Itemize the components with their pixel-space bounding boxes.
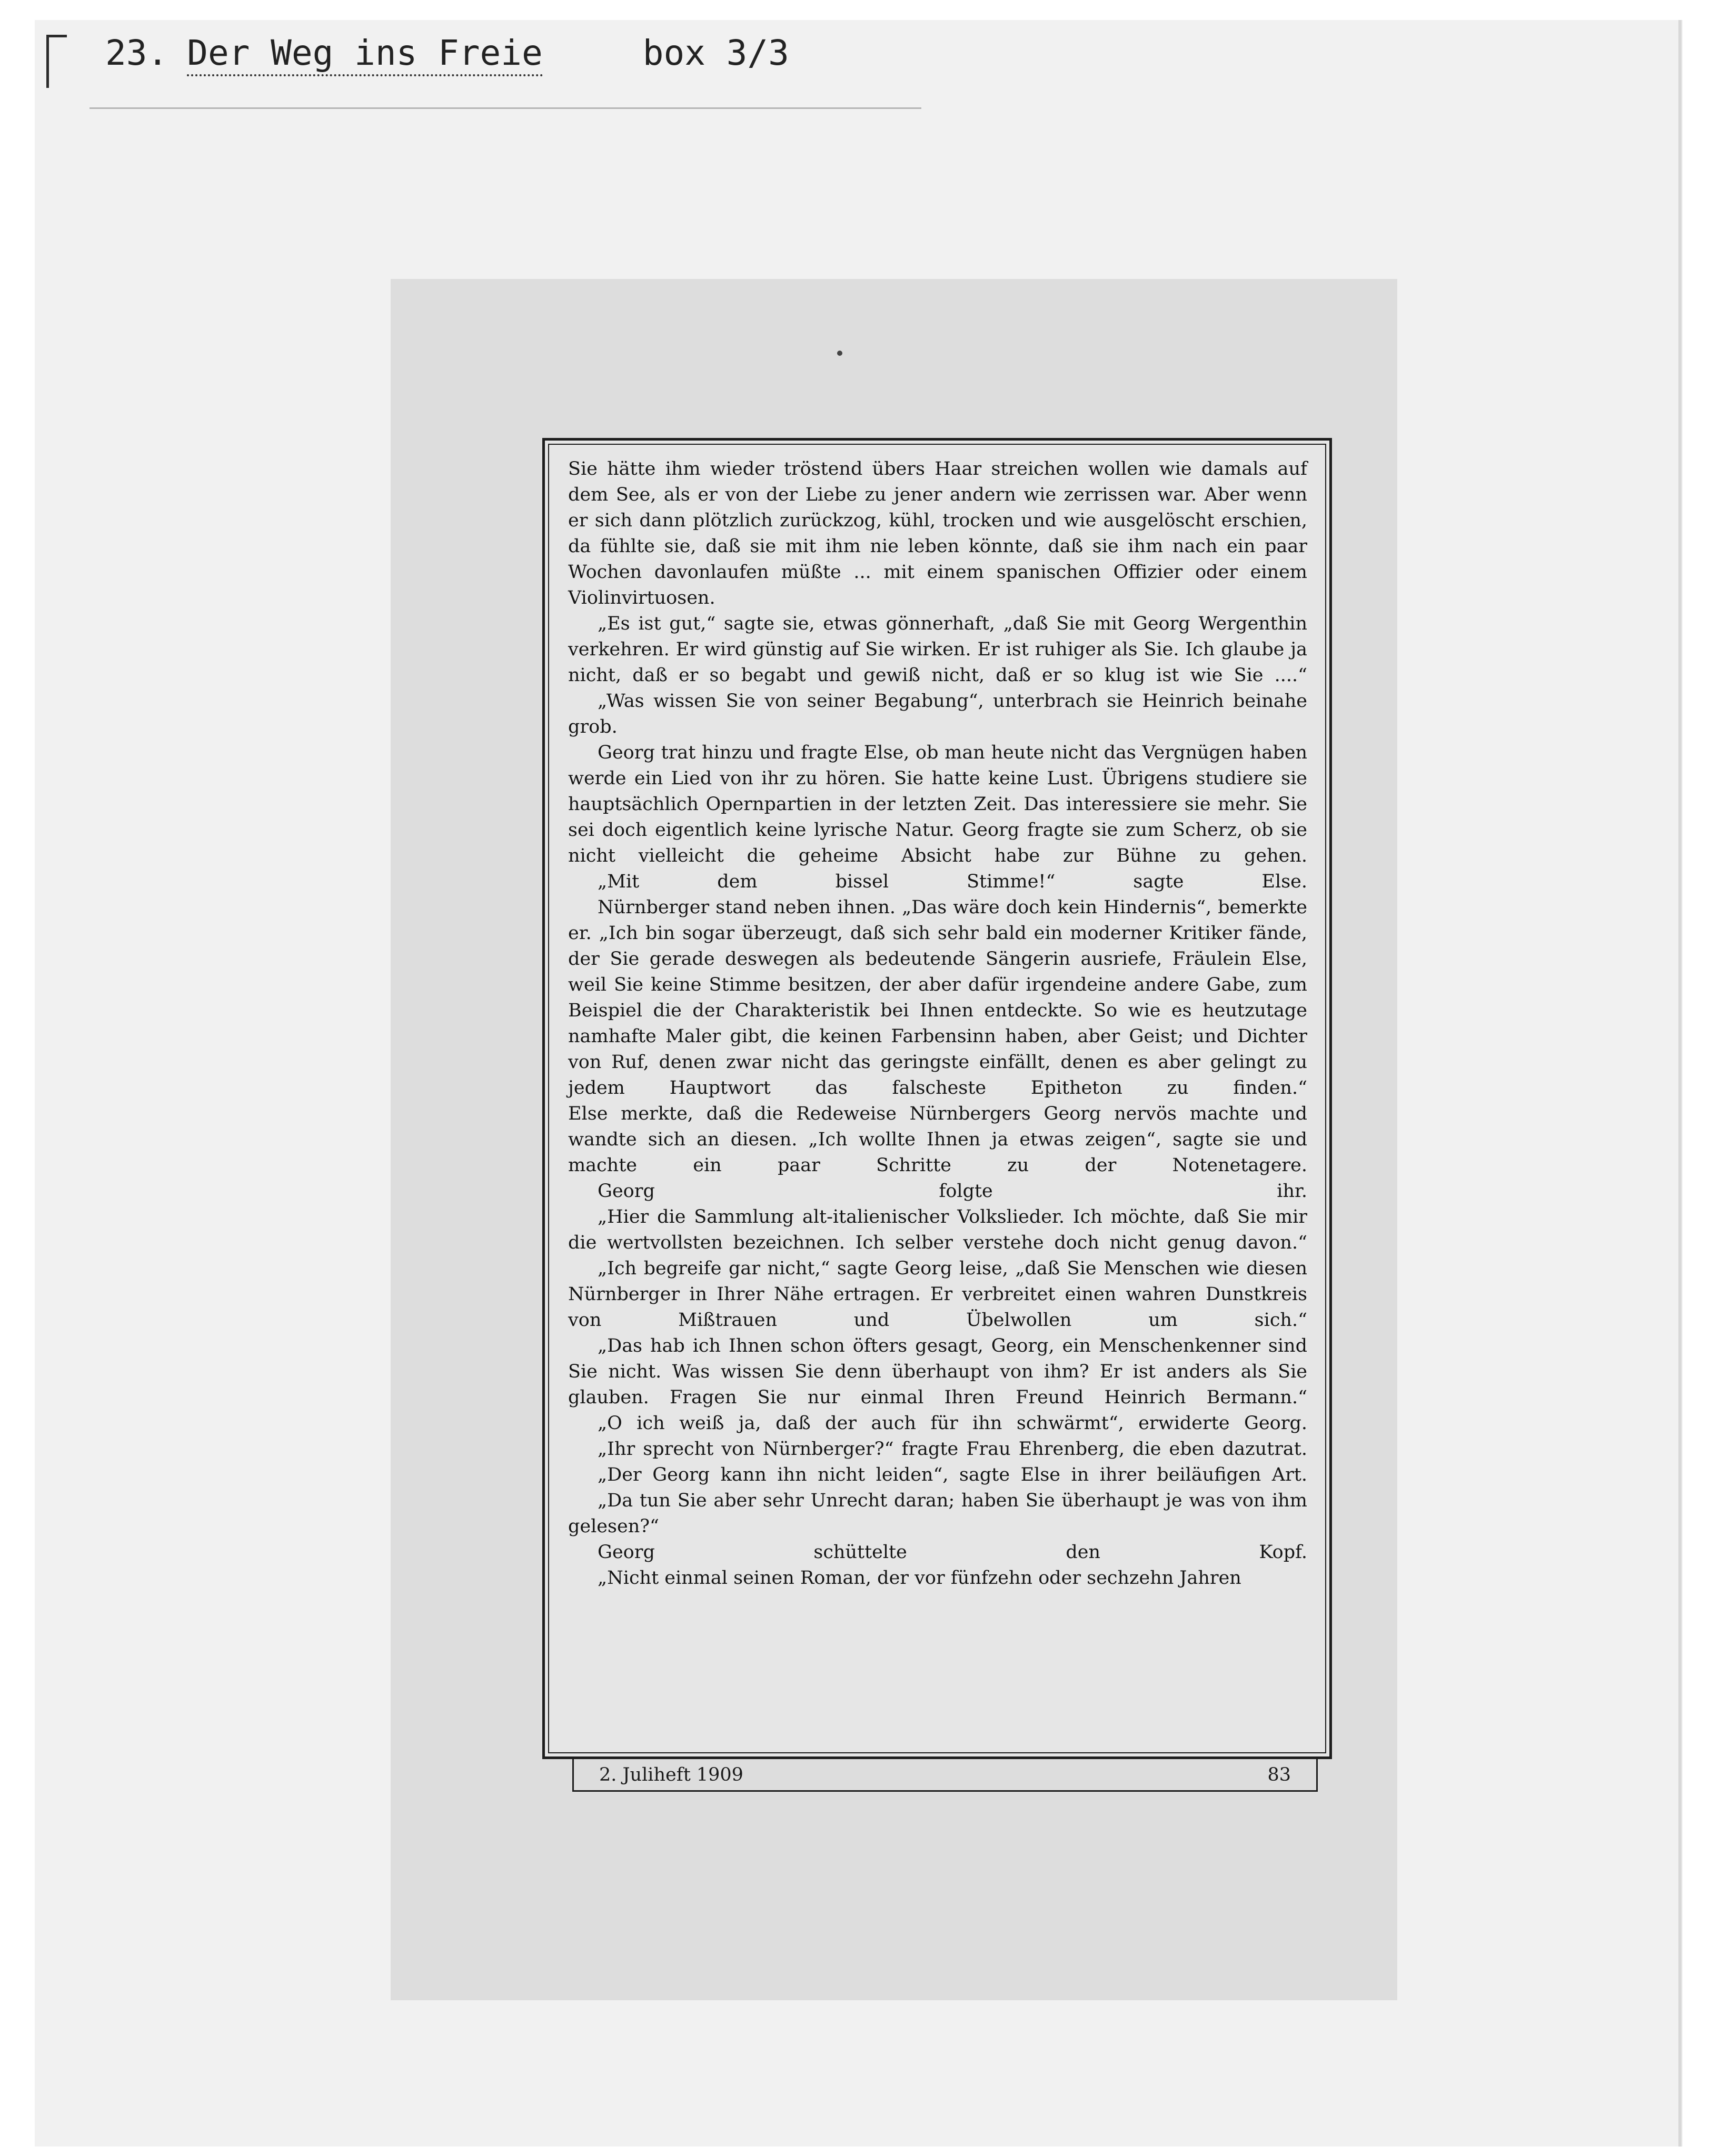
article-frame	[542, 438, 1332, 1759]
paragraph: „Das hab ich Ihnen schon öfters gesagt, Georg, ein Menschenkenner sind Sie nicht. Was wissen Sie denn überhaupt von ihm? Er ist anders als Sie glauben. Fragen Sie nur einmal Ihren Freund Heinrich Bermann.“	[568, 1335, 1307, 1408]
paragraph: „Nicht einmal seinen Roman, der vor fünfzehn oder sechzehn Jahren	[598, 1568, 1241, 1589]
corner-mark	[46, 35, 67, 88]
paragraph: „Hier die Sammlung alt-italienischer Volkslieder. Ich möchte, daß Sie mir die wertvollsten bezeichnen. Ich selber verstehe doch nicht genug davon.“	[568, 1206, 1307, 1253]
article-body	[548, 444, 1326, 1753]
page-number: 83	[1267, 1764, 1291, 1785]
paragraph: „Der Georg kann ihn nicht leiden“, sagte Else in ihrer beiläufigen Art.	[598, 1464, 1307, 1485]
paragraph: Georg trat hinzu und fragte Else, ob man heute nicht das Vergnügen haben werde ein Lied von ihr zu hören. Sie hatte keine Lust. Übrigens studiere sie hauptsächlich Opernpartien in der letzten Zeit. Das interessiere sie mehr. Sie sei doch eigentlich keine lyrische Natur. Georg fragte sie zum Scherz, ob sie nicht vielleicht die geheime Absicht habe zur Bühne zu gehen.	[568, 742, 1307, 866]
paragraph: Georg folgte ihr.	[598, 1181, 1307, 1202]
paragraph: „Mit dem bissel Stimme!“ sagte Else.	[598, 871, 1307, 892]
archive-header	[105, 33, 789, 73]
paragraph: „O ich weiß ja, daß der auch für ihn schwärmt“, erwiderte Georg.	[598, 1413, 1307, 1434]
page-footer	[572, 1759, 1318, 1792]
paragraph: Nürnberger stand neben ihnen. „Das wäre doch kein Hindernis“, bemerkte er. „Ich bin sogar überzeugt, daß sich sehr bald ein moderner Kritiker fände, der Sie gerade deswegen als bedeutende Sängerin ausriefe, Fräulein Else, weil Sie keine Stimme besitzen, der aber dafür irgendeine andere Gabe, zum Beispiel die der Charakteristik bei Ihnen entdeckte. So wie es heutzutage namhafte Maler gibt, die keinen Farbensinn haben, aber Geist; und Dichter von Ruf, denen zwar nicht das geringste einfällt, denen es aber gelingt zu jedem Hauptwort das falscheste Epitheton zu finden.“	[568, 897, 1307, 1099]
paragraph: „Da tun Sie aber sehr Unrecht daran; haben Sie überhaupt je was von ihm gelesen?“	[568, 1490, 1307, 1537]
item-number: 23.	[105, 33, 168, 73]
paragraph: Georg schüttelte den Kopf.	[598, 1542, 1307, 1563]
paragraph: Sie hätte ihm wieder tröstend übers Haar streichen wollen wie damals auf dem See, als er von der Liebe zu jener andern wie zerrissen war. Aber wenn er sich dann plötzlich zurückzog, kühl, trocken und wie ausgelöscht erschien, da fühlte sie, daß sie mit ihm nie leben könnte, daß sie ihm nach ein paar Wochen davonlaufen müßte ... mit einem spanischen Offizier oder einem Violinvirtuosen.	[568, 458, 1307, 608]
paragraph: „Was wissen Sie von seiner Begabung“, unterbrach sie Heinrich beinahe grob.	[568, 691, 1307, 737]
paragraph: „Ihr sprecht von Nürnberger?“ fragte Frau Ehrenberg, die eben dazutrat.	[598, 1439, 1307, 1460]
box-label: box 3/3	[642, 33, 789, 73]
issue-label: 2. Juliheft 1909	[599, 1764, 743, 1785]
paragraph: „Ich begreife gar nicht,“ sagte Georg leise, „daß Sie Menschen wie diesen Nürnberger in Ihrer Nähe ertragen. Er verbreitet einen wahren Dunstkreis von Mißtrauen und Übelwollen um sich.“	[568, 1258, 1307, 1331]
header-rule	[90, 107, 921, 109]
sheet-edge	[1678, 20, 1682, 2147]
paragraph: Else merkte, daß die Redeweise Nürnbergers Georg nervös machte und wandte sich an diesen. „Ich wollte Ihnen ja etwas zeigen“, sagte sie und machte ein paar Schritte zu der Notenetagere.	[568, 1103, 1307, 1176]
work-title: Der Weg ins Freie	[187, 33, 543, 76]
paragraph: „Es ist gut,“ sagte sie, etwas gönnerhaft, „daß Sie mit Georg Wergenthin verkehren. Er wird günstig auf Sie wirken. Er ist ruhiger als Sie. Ich glaube ja nicht, daß er so begabt und gewiß nicht, daß er so klug ist wie Sie ....“	[568, 613, 1307, 686]
clipping-speck	[837, 351, 842, 356]
